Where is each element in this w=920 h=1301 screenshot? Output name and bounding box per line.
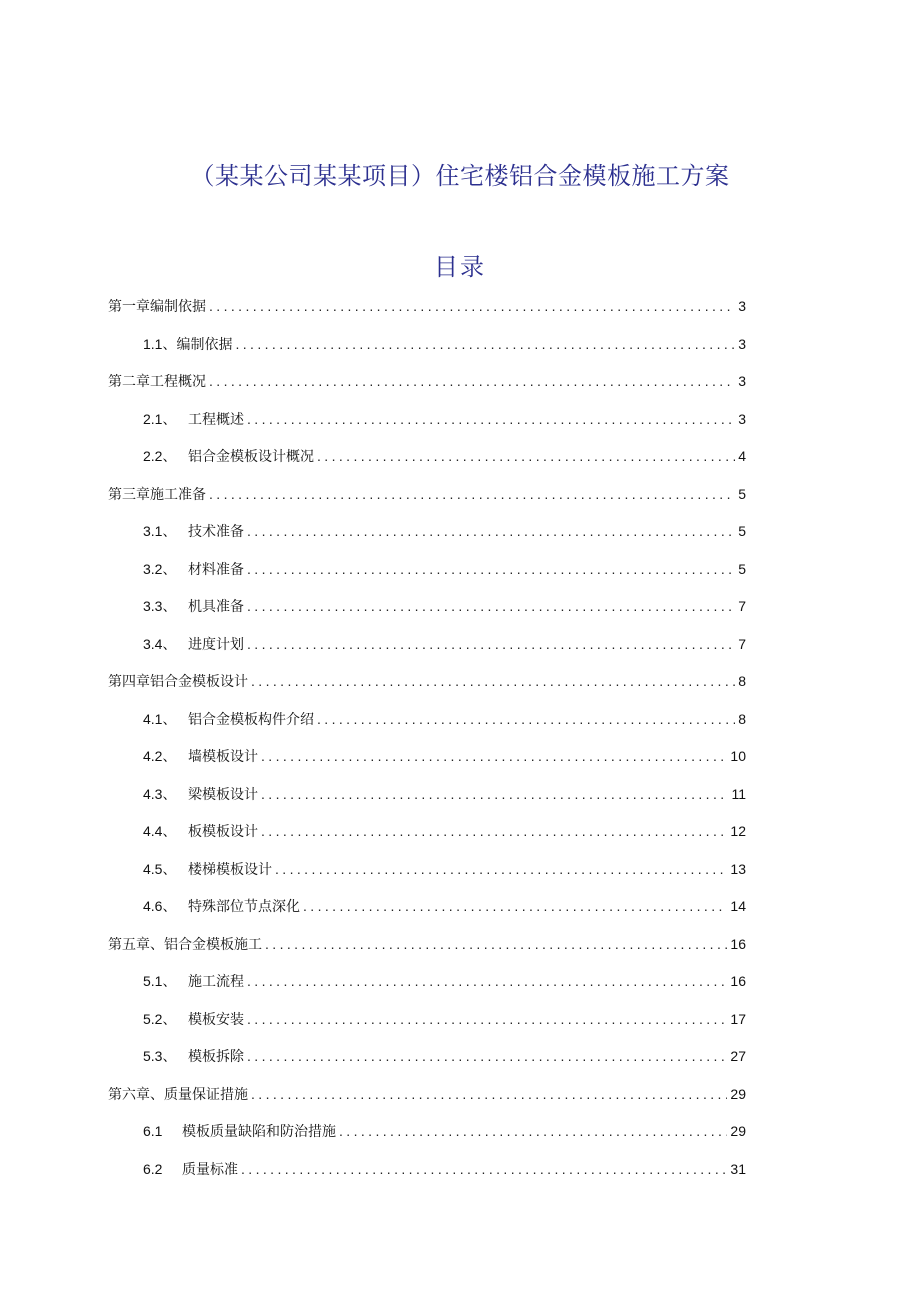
toc-entry-title: 编制依据 bbox=[176, 336, 233, 353]
toc-entry-title: 第一章编制依据 bbox=[108, 299, 206, 315]
toc-dot-leader bbox=[247, 401, 735, 439]
toc-entry-number: 2.2、 bbox=[143, 448, 177, 464]
toc-entry-number: 1.1、 bbox=[143, 335, 177, 352]
toc-page-number: 12 bbox=[730, 823, 746, 839]
toc-entry-number: 4.4、 bbox=[143, 823, 177, 839]
toc-section-entry[interactable] bbox=[108, 851, 746, 889]
toc-entry-number: 3.3、 bbox=[143, 598, 177, 614]
toc-section-entry[interactable] bbox=[108, 1113, 746, 1151]
toc-dot-leader bbox=[261, 738, 727, 776]
toc-dot-leader bbox=[247, 551, 735, 589]
toc-section-entry[interactable] bbox=[108, 1001, 746, 1039]
toc-entry-title: 第四章铝合金模板设计 bbox=[108, 674, 248, 690]
toc-page-number: 14 bbox=[730, 898, 746, 914]
toc-entry-title: 技术准备 bbox=[188, 524, 244, 540]
toc-page-number: 27 bbox=[730, 1048, 746, 1064]
toc-entry-number: 3.4、 bbox=[143, 635, 177, 652]
toc-dot-leader bbox=[251, 663, 735, 701]
toc-page-number: 8 bbox=[738, 710, 746, 727]
toc-entry-number: 4.3、 bbox=[143, 785, 177, 802]
toc-page-number: 4 bbox=[738, 448, 746, 464]
toc-page-number: 8 bbox=[738, 673, 746, 689]
toc-entry-title: 机具准备 bbox=[188, 599, 244, 615]
toc-entry-title: 铝合金模板设计概况 bbox=[188, 449, 314, 465]
toc-page-number: 3 bbox=[738, 298, 746, 314]
toc-entry-number: 3.2、 bbox=[143, 560, 177, 577]
toc-dot-leader bbox=[261, 776, 728, 814]
toc-dot-leader bbox=[235, 326, 735, 364]
toc-entry-title: 施工流程 bbox=[188, 974, 244, 990]
toc-page-number: 3 bbox=[738, 410, 746, 427]
toc-dot-leader bbox=[247, 513, 735, 551]
toc-entry-number: 2.1、 bbox=[143, 410, 177, 427]
toc-chapter-entry[interactable] bbox=[108, 288, 746, 326]
toc-dot-leader bbox=[275, 851, 727, 889]
toc-section-entry[interactable] bbox=[108, 326, 746, 364]
toc-page-number: 11 bbox=[731, 785, 746, 802]
toc-section-entry[interactable] bbox=[108, 963, 746, 1001]
toc-entry-number: 5.1、 bbox=[143, 973, 177, 989]
toc-dot-leader bbox=[209, 288, 735, 326]
toc-section-entry[interactable] bbox=[108, 551, 746, 589]
toc-page-number: 5 bbox=[738, 485, 746, 502]
toc-page-number: 5 bbox=[738, 523, 746, 539]
toc-dot-leader bbox=[317, 701, 735, 739]
toc-page-number: 7 bbox=[738, 598, 746, 614]
toc-dot-leader bbox=[247, 1038, 727, 1076]
toc-page-number: 5 bbox=[738, 560, 746, 577]
toc-entry-title: 模板拆除 bbox=[188, 1049, 244, 1065]
toc-page-number: 29 bbox=[730, 1123, 746, 1139]
toc-page-number: 3 bbox=[738, 373, 746, 389]
toc-entry-number: 6.2 bbox=[143, 1160, 163, 1177]
toc-dot-leader bbox=[339, 1113, 727, 1151]
toc-entry-title: 模板安装 bbox=[188, 1011, 244, 1028]
toc-dot-leader bbox=[241, 1151, 727, 1189]
toc-section-entry[interactable] bbox=[108, 813, 746, 851]
toc-entry-title: 进度计划 bbox=[188, 636, 244, 653]
toc-page-number: 3 bbox=[738, 335, 746, 352]
toc-entry-title: 楼梯模板设计 bbox=[188, 861, 272, 878]
toc-chapter-entry[interactable] bbox=[108, 663, 746, 701]
toc-section-entry[interactable] bbox=[108, 776, 746, 814]
toc-chapter-entry[interactable] bbox=[108, 926, 746, 964]
toc-entry-number: 6.1 bbox=[143, 1123, 163, 1139]
toc-dot-leader bbox=[247, 626, 735, 664]
toc-chapter-entry[interactable] bbox=[108, 1076, 746, 1114]
toc-entry-title: 梁模板设计 bbox=[188, 786, 258, 803]
toc-page-number: 16 bbox=[730, 973, 746, 989]
toc-section-entry[interactable] bbox=[108, 626, 746, 664]
toc-page-number: 17 bbox=[730, 1010, 746, 1027]
toc-dot-leader bbox=[209, 363, 735, 401]
toc-dot-leader bbox=[261, 813, 727, 851]
toc-page-number: 10 bbox=[730, 748, 746, 764]
toc-entry-title: 板模板设计 bbox=[188, 824, 258, 840]
toc-section-entry[interactable] bbox=[108, 701, 746, 739]
toc-dot-leader bbox=[247, 963, 727, 1001]
toc-section-entry[interactable] bbox=[108, 738, 746, 776]
toc-entry-title: 墙模板设计 bbox=[188, 749, 258, 765]
toc-dot-leader bbox=[265, 926, 727, 964]
toc-dot-leader bbox=[247, 588, 735, 626]
toc-section-entry[interactable] bbox=[108, 588, 746, 626]
toc-section-entry[interactable] bbox=[108, 1151, 746, 1189]
toc-entry-number: 4.2、 bbox=[143, 748, 177, 764]
toc-entry-title: 材料准备 bbox=[188, 561, 244, 578]
toc-dot-leader bbox=[303, 888, 727, 926]
toc-entry-title: 第三章施工准备 bbox=[108, 486, 206, 503]
toc-entry-title: 质量标准 bbox=[182, 1161, 238, 1178]
toc-entry-number: 4.5、 bbox=[143, 860, 177, 877]
toc-entry-number: 5.2、 bbox=[143, 1010, 177, 1027]
toc-dot-leader bbox=[317, 438, 735, 476]
toc-section-entry[interactable] bbox=[108, 401, 746, 439]
toc-chapter-entry[interactable] bbox=[108, 476, 746, 514]
toc-entry-title: 第五章、铝合金模板施工 bbox=[108, 936, 262, 953]
toc-entry-title: 第六章、质量保证措施 bbox=[108, 1086, 248, 1103]
toc-entry-number: 3.1、 bbox=[143, 523, 177, 539]
toc-page-number: 16 bbox=[730, 935, 746, 952]
toc-section-entry[interactable] bbox=[108, 513, 746, 551]
toc-dot-leader bbox=[247, 1001, 727, 1039]
toc-section-entry[interactable] bbox=[108, 438, 746, 476]
toc-section-entry[interactable] bbox=[108, 888, 746, 926]
toc-dot-leader bbox=[209, 476, 735, 514]
toc-entry-number: 4.1、 bbox=[143, 710, 177, 727]
table-of-contents bbox=[108, 288, 746, 1188]
toc-dot-leader bbox=[251, 1076, 727, 1114]
toc-page-number: 31 bbox=[730, 1160, 746, 1177]
toc-entry-number: 4.6、 bbox=[143, 898, 177, 914]
toc-entry-title: 特殊部位节点深化 bbox=[188, 899, 300, 915]
toc-entry-title: 工程概述 bbox=[188, 411, 244, 428]
toc-page-number: 13 bbox=[730, 860, 746, 877]
toc-heading: 目录 bbox=[434, 253, 486, 281]
toc-page-number: 7 bbox=[738, 635, 746, 652]
toc-entry-title: 铝合金模板构件介绍 bbox=[188, 711, 314, 728]
toc-page-number: 29 bbox=[730, 1085, 746, 1102]
toc-chapter-entry[interactable] bbox=[108, 363, 746, 401]
toc-entry-title: 第二章工程概况 bbox=[108, 374, 206, 390]
toc-entry-title: 模板质量缺陷和防治措施 bbox=[182, 1124, 336, 1140]
toc-section-entry[interactable] bbox=[108, 1038, 746, 1076]
toc-entry-number: 5.3、 bbox=[143, 1048, 177, 1064]
document-title: （某某公司某某项目）住宅楼铝合金模板施工方案 bbox=[190, 162, 730, 190]
